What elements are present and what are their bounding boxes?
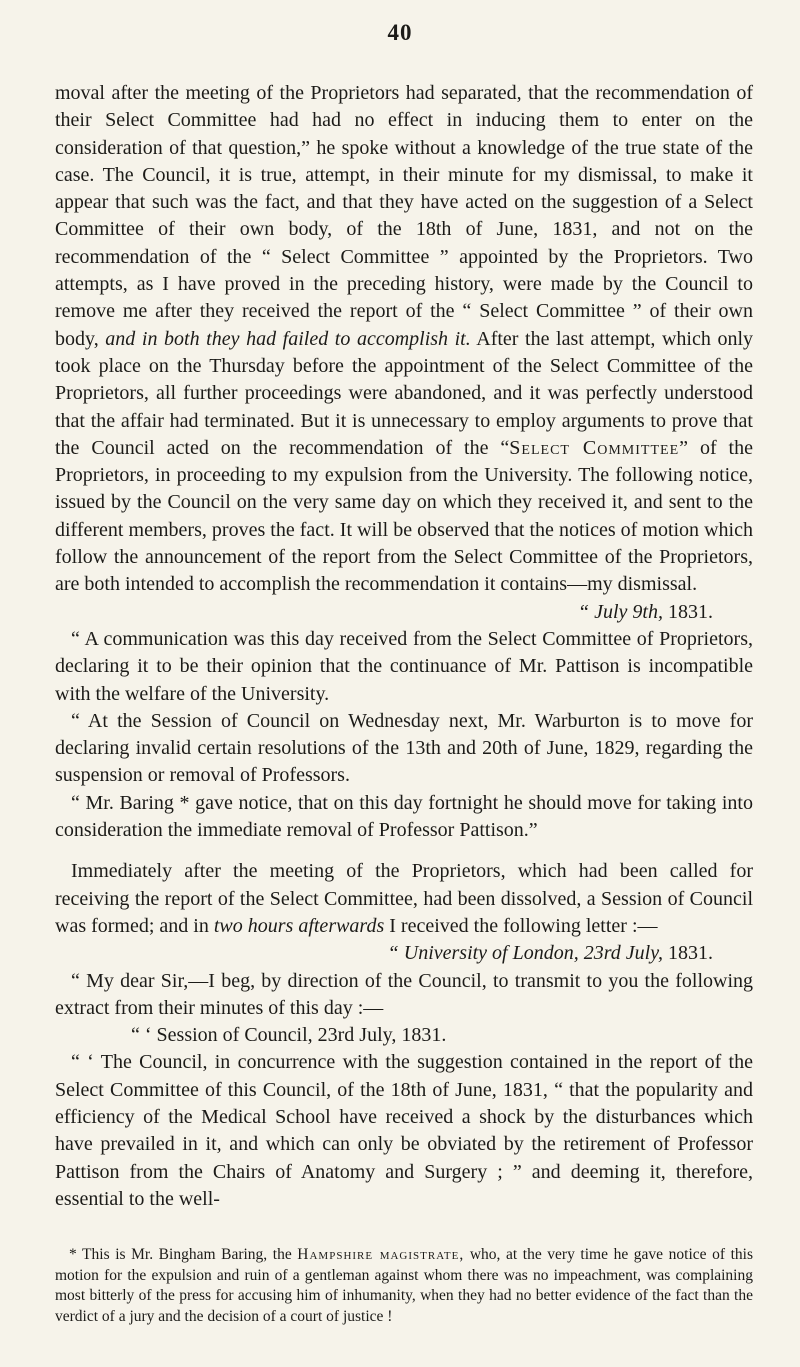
paragraph-continuation: moval after the meeting of the Proprietors had separated, that the recommendation of their Select Committee had had no effect in inducing them to enter on the consideration of that question,” he spoke without a knowledge of the true state of the case. The Council, it is true, attempt, in their minute for my dismissal, to make it appear that such was the fact, and that they have acted on the suggestion of a Select Committee of their own body, of the 18th of June, 1831, and not on the recommendation of the “ Select Committee ” appointed by the Proprietors. Two attempts, as I have proved in the preceding history, were made by the Council to remove me after they received the report of the “ Select Committee ” of their own body, and in both they had failed to accomplish it. After the last attempt, which only took place on the Thursday before the appointment of the Select Committee of the Proprietors, all further proceedings were abandoned, and it was perfectly understood that the affair had terminated. But it is unnecessary to employ arguments to prove that the Council acted on the recommendation of the “Select Committee” of the Proprietors, in proceeding to my expulsion from the University. The following notice, issued by the Council on the very same day on which they received it, and sent to the different members, proves the fact. It will be observed that the notices of motion which follow the announcement of the report from the Select Committee of the Proprietors, are both intended to accomplish the recommendation it contains—my dismissal. — [55, 82, 754, 596]
page-number: 40 — [387, 20, 413, 45]
emphasis-text: and in both they had failed to accomplish it. — [105, 327, 471, 350]
small-caps-text: Hampshire magistrate, — [297, 1246, 465, 1263]
letter-paragraph: “ My dear Sir,—I beg, by direction of the Council, to transmit to you the following extract from their minutes of this day :— — [55, 969, 753, 1019]
minute-heading: “ ‘ Session of Council, 23rd July, 1831. — [131, 1024, 447, 1047]
main-text — [55, 80, 753, 1213]
quote-paragraph: “ Mr. Baring * gave notice, that on this day fortnight he should move for taking into consideration the immediate removal of Professor Pattison.” — [55, 791, 753, 842]
quote-paragraph: “ At the Session of Council on Wednesday next, Mr. Warburton is to move for declaring invalid certain resolutions of the 13th and 20th of June, 1829, regarding the suspension or removal of Professors. — [55, 709, 753, 787]
dateline-july-23: “ University of London, 23rd July, 1831. — [387, 942, 713, 965]
paragraph: Immediately after the meeting of the Proprietors, which had been called for receiving the report of the Select Committee, had been dissolved, a Session of Council was formed; and in two hours afterwards I received the following letter :— — [55, 860, 753, 937]
minute-paragraph: “ ‘ The Council, in concurrence with the suggestion contained in the report of the Select Committee of this Council, of the 18th of June, 1831, “ that the popularity and efficiency of the Medical School have received a shock by the disturbances which have prevailed in it, and which can only be obviated by the retirement of Professor Pattison from the Chairs of Anatomy and Surgery ; ” and deeming it, therefore, essential to the well- — [55, 1051, 753, 1210]
emphasis-text: two hours afterwards — [213, 914, 385, 937]
dateline-july-9: “ July 9th, 1831. — [578, 600, 713, 623]
footnote: * This is Mr. Bingham Baring, the Hampshire magistrate, who, at the very time he gave notice of this motion for the expulsion and ruin of a gentleman against whom there was no impeachment, was complaining most bitterly of the press for accusing him of inhumanity, when they had no better evidence of the fact than the verdict of a jury and the decision of a court of justice ! — [55, 1246, 753, 1325]
quote-paragraph: “ A communication was this day received from the Select Committee of Proprietors, declaring it to be their opinion that the continuance of Mr. Pattison is incompatible with the welfare of the University. — [55, 627, 753, 705]
small-caps-text: Select Committee — [509, 436, 680, 459]
